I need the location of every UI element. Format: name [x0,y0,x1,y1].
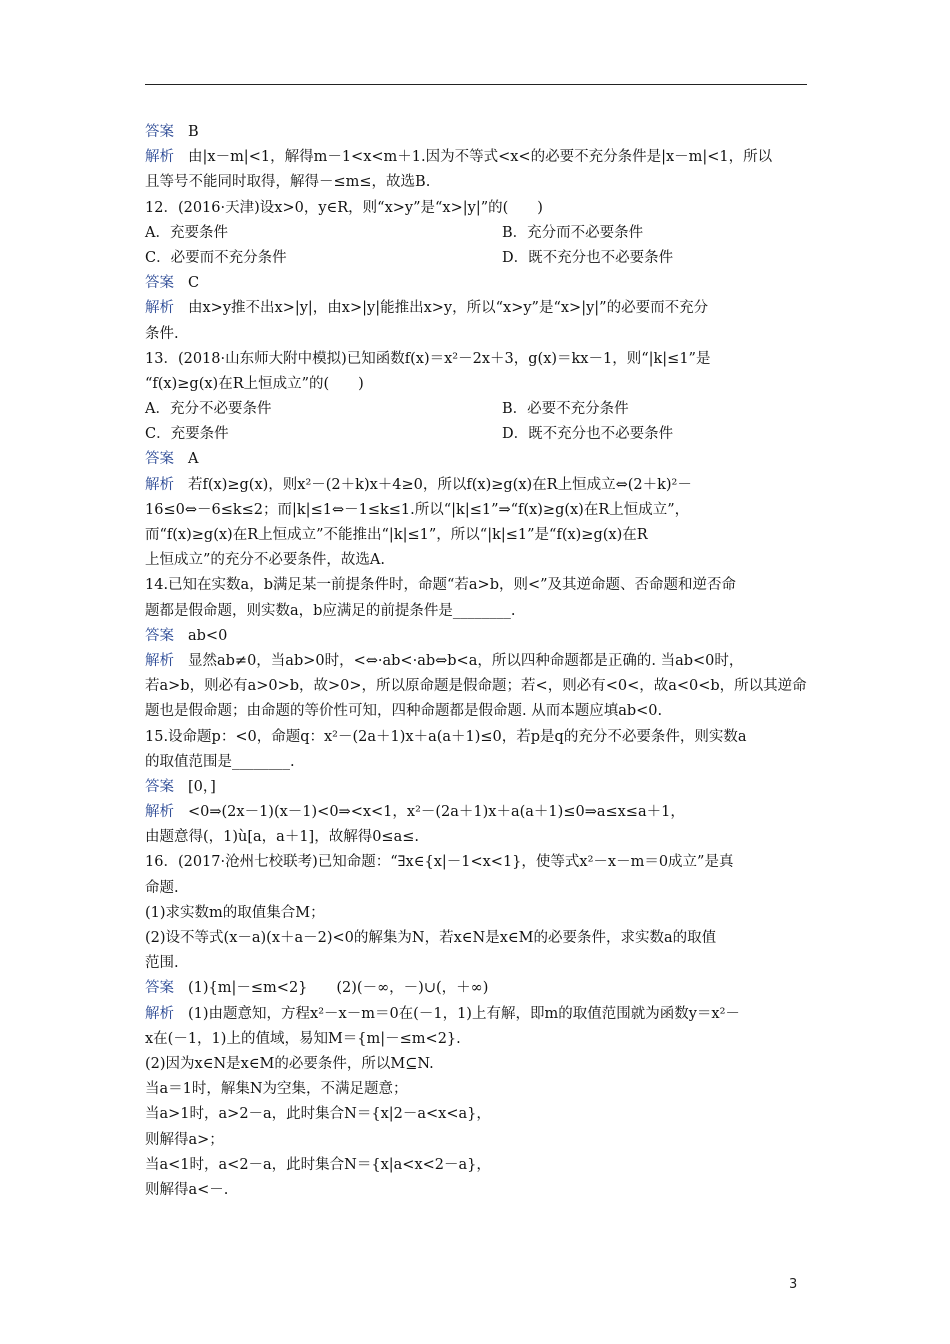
text-line [145,372,807,397]
line-text: 由|x－m|<1，解得m－1<x<m＋1.因为不等式<x<的必要不充分条件是|x－m|<1，所以 [188,149,773,166]
line-text: 16≤0⇔－6≤k≤2；而|k|≤1⇔－1≤k≤1.所以“|k|≤1”⇒“f(x)≥g(x)在R上恒成立”， [145,501,690,518]
line-text: B [188,124,199,140]
header-rule [145,84,807,85]
labeled-line [145,296,807,321]
labeled-line [145,120,807,145]
text-line [145,573,807,598]
text-line [145,1153,807,1178]
option-text: A．充要条件 [145,224,228,241]
option-row [145,246,807,271]
text-line [145,1128,807,1153]
answer-label: 解析 [145,1005,174,1022]
text-line [145,825,807,850]
text-line [145,548,807,573]
line-text: 则解得a>； [145,1131,224,1148]
labeled-line [145,145,807,170]
labeled-line [145,473,807,498]
answer-label: 答案 [145,778,174,795]
text-line [145,876,807,901]
line-text: (1)由题意知，方程x²－x－m＝0在(－1，1)上有解，即m的取值范围就为函数y＝x²－ [188,1005,740,1022]
answer-label: 答案 [145,124,174,140]
text-line [145,599,807,624]
line-text: 12．(2016·天津)设x>0，y∈R，则“x>y”是“x>|y|”的( ) [145,199,543,216]
text-line [145,1102,807,1127]
answer-label: 解析 [145,149,174,166]
line-text: 当a>1时，a>2－a，此时集合N＝{x|2－a<x<a}， [145,1106,491,1123]
line-text: 若a>b，则必有a>0>b，故>0>，所以原命题是假命题；若<，则必有<0<，故a<0<b，所以其逆命 [145,678,807,695]
line-text: 命题. [145,879,179,896]
answer-label: 解析 [145,652,174,669]
line-text: C [188,275,200,292]
line-text: 若f(x)≥g(x)，则x²－(2＋k)x＋4≥0，所以f(x)≥g(x)在R上恒成立⇔(2＋k)²－ [188,476,692,493]
line-text: A [188,451,199,468]
text-line [145,750,807,775]
text-line [145,196,807,221]
line-text: 则解得a<－. [145,1181,229,1198]
answer-label: 答案 [145,275,174,292]
text-line [145,523,807,548]
line-text: ab<0 [188,627,228,644]
line-text: 15.设命题p：<0，命题q：x²－(2a＋1)x＋a(a＋1)≤0，若p是q的充分不必要条件，则实数a [145,728,747,745]
labeled-line [145,271,807,296]
line-text: (1){m|－≤m<2} (2)(－∞，－)∪(，＋∞) [188,980,489,997]
option-text: D．既不充分也不必要条件 [502,426,674,443]
line-text: “f(x)≥g(x)在R上恒成立”的( ) [145,375,364,392]
page-number: 3 [789,1277,798,1292]
text-line [145,1052,807,1077]
line-text: 显然ab≠0，当ab>0时，<⇔·ab<·ab⇔b<a，所以四种命题都是正确的. 当ab<0时， [188,652,744,669]
line-text: [0，] [188,778,216,795]
option-text: A．充分不必要条件 [145,401,272,418]
option-text: B．必要不充分条件 [502,401,629,418]
line-text: (2)因为x∈N是x∈M的必要条件，所以M⊆N. [145,1055,434,1072]
text-line [145,674,807,699]
option-text: B．充分而不必要条件 [502,224,644,241]
line-text: 题也是假命题；由命题的等价性可知，四种命题都是假命题. 从而本题应填ab<0. [145,703,663,720]
line-text: 题都是假命题，则实数a，b应满足的前提条件是________. [145,602,516,619]
line-text: 而“f(x)≥g(x)在R上恒成立”不能推出“|k|≤1”，所以“|k|≤1”是“f(x)≥g(x)在R [145,527,648,543]
text-line [145,951,807,976]
labeled-line [145,649,807,674]
option-text: C．充要条件 [145,426,229,443]
line-text: 13．(2018·山东师大附中模拟)已知函数f(x)＝x²－2x＋3，g(x)＝kx－1，则“|k|≤1”是 [145,350,711,367]
line-text: 当a＝1时，解集N为空集，不满足题意； [145,1081,408,1098]
text-line [145,850,807,875]
option-row [145,221,807,246]
line-text: 范围. [145,955,179,972]
answer-label: 答案 [145,627,174,644]
answer-label: 答案 [145,451,174,468]
document-body [145,120,807,1203]
line-text: <0⇒(2x－1)(x－1)<0⇒<x<1，x²－(2a＋1)x＋a(a＋1)≤0⇒a≤x≤a＋1， [188,804,685,821]
text-line [145,1027,807,1052]
line-text: 当a<1时，a<2－a，此时集合N＝{x|a<x<2－a}， [145,1156,491,1173]
line-text: 且等号不能同时取得，解得－≤m≤，故选B. [145,174,431,191]
labeled-line [145,1002,807,1027]
answer-label: 答案 [145,980,174,997]
text-line [145,699,807,724]
labeled-line [145,976,807,1001]
option-text: C．必要而不充分条件 [145,249,287,266]
line-text: (1)求实数m的取值集合M； [145,904,325,921]
line-text: 由x>y推不出x>|y|，由x>|y|能推出x>y，所以“x>y”是“x>|y|”的必要而不充分 [188,300,709,317]
text-line [145,322,807,347]
text-line [145,170,807,195]
labeled-line [145,800,807,825]
answer-label: 解析 [145,476,174,493]
option-row [145,422,807,447]
answer-label: 解析 [145,804,174,821]
line-text: 条件. [145,325,179,342]
text-line [145,1077,807,1102]
line-text: 14.已知在实数a，b满足某一前提条件时，命题“若a>b，则<”及其逆命题、否命题和逆否命 [145,577,737,594]
labeled-line [145,624,807,649]
text-line [145,901,807,926]
text-line [145,347,807,372]
line-text: (2)设不等式(x－a)(x＋a－2)<0的解集为N，若x∈N是x∈M的必要条件，求实数a的取值 [145,930,717,946]
option-text: D．既不充分也不必要条件 [502,249,674,266]
line-text: 16．(2017·沧州七校联考)已知命题：“∃x∈{x|－1<x<1}，使等式x²－x－m＝0成立”是真 [145,854,734,871]
text-line [145,1178,807,1203]
line-text: 由题意得(，1)ù[a，a＋1]，故解得0≤a≤. [145,829,419,846]
text-line [145,498,807,523]
answer-label: 解析 [145,300,174,317]
text-line [145,926,807,951]
line-text: 的取值范围是________. [145,753,295,770]
text-line [145,725,807,750]
labeled-line [145,447,807,472]
option-row [145,397,807,422]
line-text: 上恒成立”的充分不必要条件，故选A. [145,552,385,569]
labeled-line [145,775,807,800]
line-text: x在(－1，1)上的值域，易知M＝{m|－≤m<2}. [145,1030,461,1047]
